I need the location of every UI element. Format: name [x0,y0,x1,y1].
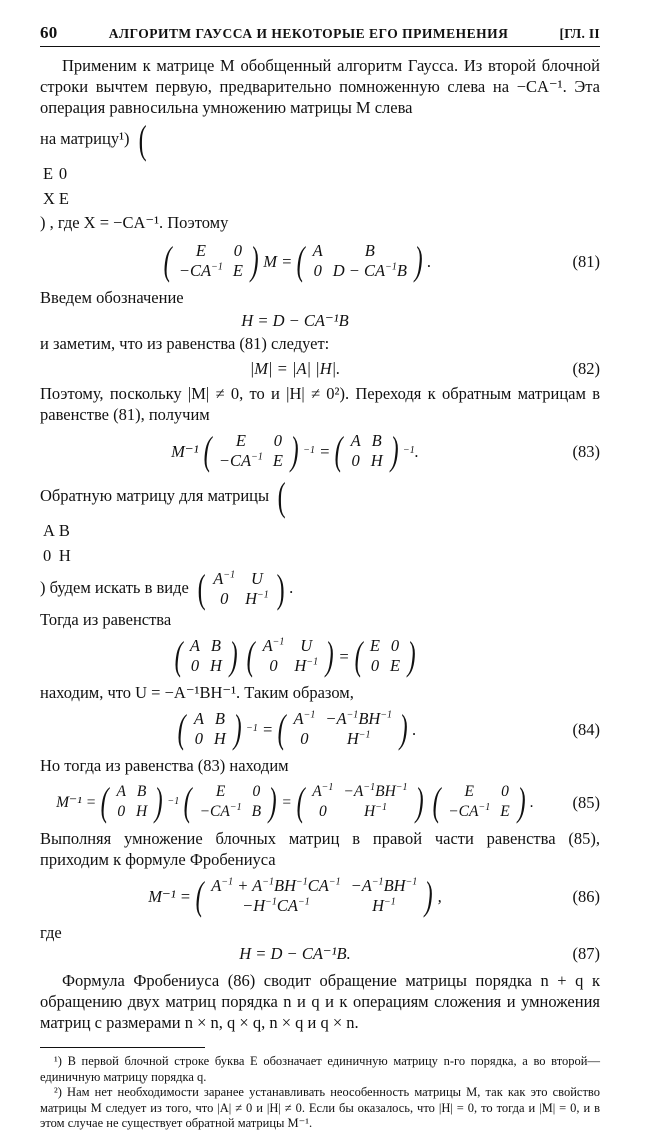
equation-number-83: (83) [572,441,600,461]
equation-number-85: (85) [572,792,600,812]
text-but: Но тогда из равенства (83) находим [40,756,289,775]
paragraph-2: Поэтому, поскольку |M| ≠ 0, то и |H| ≠ 0²). Переходя к обратным матрицам в равенстве (81), получим [40,384,600,424]
equation-81: ( E 0 $-CA^{-1}$ E ) M = ( A B 0 $D - CA^{-1}B$ ) . (81) [163,238,600,283]
paragraph-1-tail: на матрицу¹) ( [40,120,600,160]
paragraph-1: Применим к матрице M обобщенный алгоритм Гаусса. Из второй блочной строки вычтем первую, предварительно помноженную слева на −CA⁻¹. Эта операция равносильна умножению матрицы M слева [40,56,600,117]
equation-83: M⁻¹ ( E 0 $-CA^{-1}$ E ) −1 = ( A B 0 H ) −1 . (83) [171,428,600,473]
chapter-marker: [ГЛ. II [559,26,600,41]
equation-number-87: (87) [572,944,600,963]
text-follows: и заметим, что из равенства (81) следует: [40,334,330,353]
text-found: находим, что U = −A⁻¹BH⁻¹. Таким образом, [40,683,354,702]
footnote-1: ¹) В первой блочной строке буква E обозначает единичную матрицу n-го порядка, а во второй—единичную матрицу порядка q. [40,1054,600,1084]
text-inverse: Обратную матрицу для матрицы ( [40,474,286,519]
equation-87: H = D − CA⁻¹B. (87) [239,944,600,963]
paragraph-4: Формула Фробениуса (86) сводит обращение матрицы порядка n + q к обращению двух матриц порядка n и q и к операциям сложения и умножения матриц с размерами n × n, q × q, n × q и q × n. [40,971,600,1032]
book-page: 60 АЛГОРИТМ ГАУССА И НЕКОТОРЫЕ ЕГО ПРИМЕНЕНИЯ [ГЛ. II Применим к матрице M обобщенный алгоритм Гаусса. Из второй блочной строки вычтем первую, предварительно помноженную слева на −CA⁻¹. Эта операция равносильна умножению матрицы M слева на матрицу¹) ( E 0 X E ) , где X = −CA⁻¹. Поэтому ( E 0 $-CA^{-1}$ E ) M = ( A B 0 $D - CA^{-1}B$ ) . (81) Введем обозначение H = D − CA⁻¹B и заметим, что из равенства (81) следует: |M| = |A| |H|. (82) Поэтому, поскольку |M| ≠ 0, то и |H| ≠ 0²). Переходя к обратным матрицам в равенстве (81), получим M⁻¹ ( E 0 $-CA^{-1}$ E ) −1 = ( A B 0 H ) −1 . (83) Обратную матрицу для матрицы ( A B 0 H ) будем искать в виде ( $A^{-1}$ U 0 $H^{-1}$ ) . Тогда из равенства ( A B 0 H ) ( $A^{-1}$ U 0 $H^{-1}$ ) = ( E 0 0 E ) находим, что U = −A⁻¹BH⁻¹. Таким образом, ( A B 0 H ) −1 = ( $A^{-1}$ $-A^{-1}BH^{-1}$ 0 $H^{-1}$ ) . (84) Но тогда из равенства (83) находим M⁻¹ = ( A B 0 H ) −1 ( E 0 $-CA^{-1}$ B ) = ( $A^{-1}$ $-A^{-1}BH^{-1}$ 0 $H^{-1}$ ) ( E 0 $-CA^{-1}$ E ) . (85) Выполняя умножение блочных матриц в правой части равенства (85), приходим к формуле Фробениуса M⁻¹ = ( $A^{-1} + A^{-1}BH^{-1}CA^{-1}$ $-A^{-1}BH^{-1}$ $-H^{-1}CA^{-1}$ $H^{-1}$ ) , (86) где H = D − CA⁻¹B. (87) Формула Фробениуса (86) сводит обращение матрицы порядка n + q к обращению двух матриц порядка n и q и к операциям сложения и умножения матриц с размерами n × n, q × q, n × q и q × n. ¹) В первой блочной строке буква E обозначает единичную матрицу n-го порядка, а во второй—единичную матрицу порядка q. ²) Нам нет необходимости заранее устанавливать неособенность матрицы M, так как это свойство матрицы M следует из того, что |A| ≠ 0 и |H| ≠ 0. Если бы оказалось, что |H| = 0, то тогда и |M| = 0, и в этом случае не существует обратной матрицы M⁻¹. [40,23,600,1130]
text-then: Тогда из равенства [40,610,172,629]
equation-number-82: (82) [572,359,600,378]
equation-number-81: (81) [572,251,600,271]
matrix-E0-XE: ( [138,117,147,162]
running-title: АЛГОРИТМ ГАУССА И НЕКОТОРЫЕ ЕГО ПРИМЕНЕНИЯ [108,26,509,41]
equation-82: |M| = |A| |H|. (82) [249,359,600,378]
equation-number-84: (84) [572,719,600,739]
footnote-rule [40,1047,205,1048]
footnotes [40,1054,600,1132]
page-number: 60 [40,23,58,42]
page-header [40,22,600,44]
paragraph-3: Выполняя умножение блочных матриц в правой части равенства (85), приходим к формуле Фробениуса [40,829,600,869]
footnote-2: ²) Нам нет необходимости заранее устанавливать неособенность матрицы M, так как это свойство матрицы M следует из того, что |A| ≠ 0 и |H| ≠ 0. Если бы оказалось, что |H| = 0, то тогда и |M| = 0, и в этом случае не существует обратной матрицы M⁻¹. [40,1085,600,1130]
equation-number-86: (86) [572,886,600,906]
equation-85: M⁻¹ = ( A B 0 H ) −1 ( E 0 $-CA^{-1}$ B ) = ( $A^{-1}$ $-A^{-1}BH^{-1}$ 0 $H^{-1}$ ) ( E 0 $-CA^{-1}$ E ) . (85) [56,779,600,824]
header-rule [40,46,600,47]
text-intro-H: Введем обозначение [40,288,184,307]
equation-product: ( A B 0 H ) ( $A^{-1}$ U 0 $H^{-1}$ ) = ( E 0 0 E ) [174,633,416,678]
equation-H: H = D − CA⁻¹B [241,311,349,330]
equation-84: ( A B 0 H ) −1 = ( $A^{-1}$ $-A^{-1}BH^{-1}$ 0 $H^{-1}$ ) . (84) [178,706,600,751]
equation-86: M⁻¹ = ( $A^{-1} + A^{-1}BH^{-1}CA^{-1}$ $-A^{-1}BH^{-1}$ $-H^{-1}CA^{-1}$ $H^{-1}$ ) , (86) [148,873,600,918]
text-where: где [40,923,62,942]
